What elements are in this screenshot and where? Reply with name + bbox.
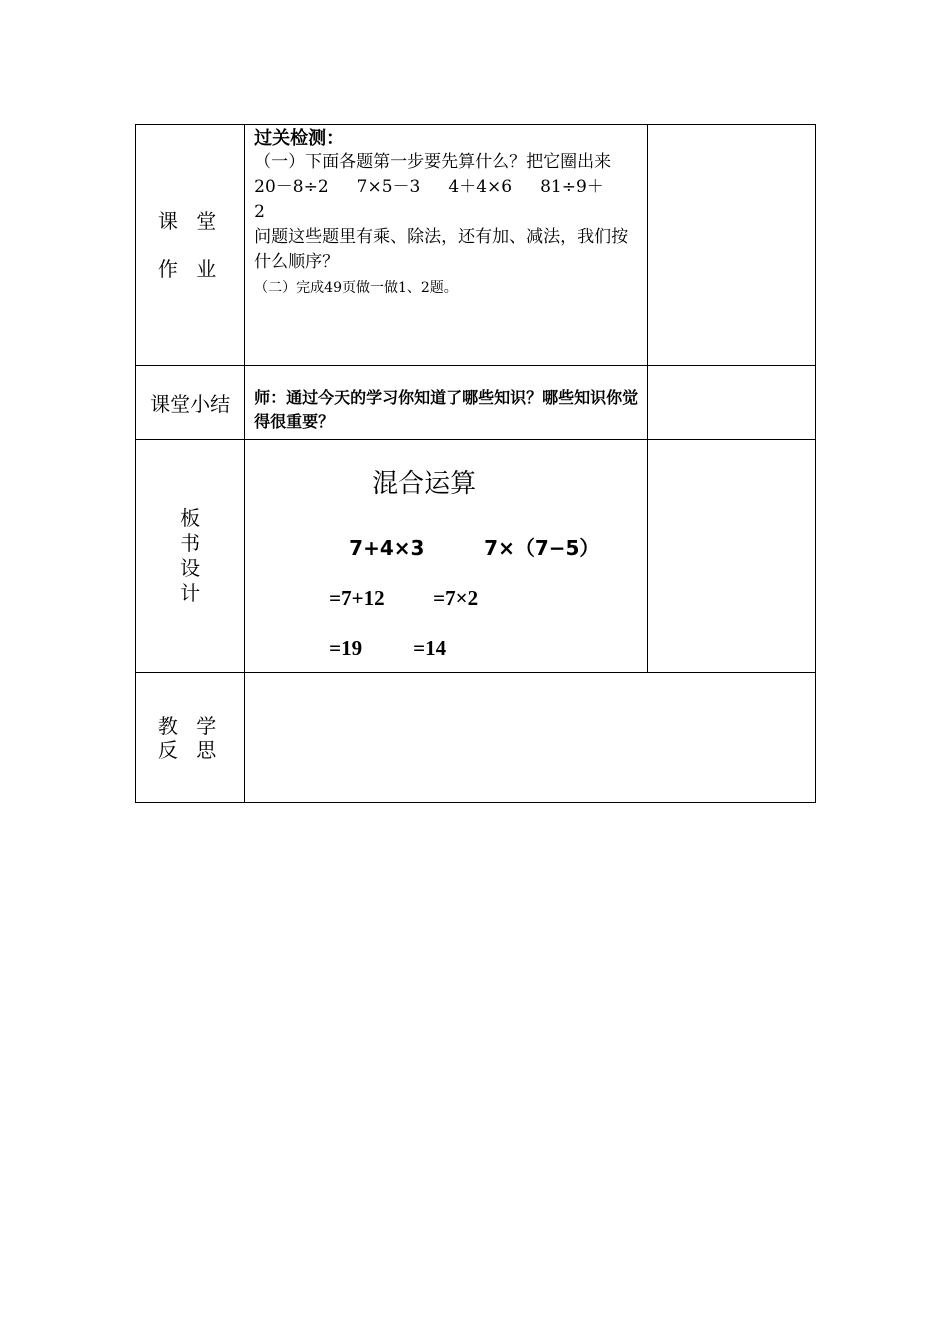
- board-label-cell: [136, 440, 245, 673]
- board-expression-b: 7×（7−5）: [484, 536, 600, 560]
- homework-question-2: （二）完成49页做一做1、2题。: [254, 280, 458, 296]
- homework-label-cell: [136, 125, 245, 366]
- board-note-cell: [647, 440, 815, 673]
- summary-content-cell: [245, 366, 648, 440]
- summary-text: 师：通过今天的学习你知道了哪些知识？哪些知识你觉得很重要？: [254, 388, 639, 431]
- homework-expressions: [254, 175, 639, 225]
- lesson-plan-table: [135, 124, 816, 803]
- reflection-label-line1: 教 学: [157, 713, 223, 738]
- reflection-row: [136, 673, 816, 803]
- homework-label-line2: 作 业: [157, 257, 223, 281]
- board-expression-a: 7+4×3: [349, 536, 425, 560]
- board-label-char: 设: [180, 556, 201, 580]
- homework-heading: 过关检测：: [254, 128, 345, 149]
- reflection-label-line2: 反 思: [157, 737, 223, 762]
- reflection-label-cell: [136, 673, 245, 803]
- board-step-a1: =7+12: [329, 586, 385, 610]
- board-label-char: 书: [180, 531, 201, 555]
- board-row: [136, 440, 816, 673]
- reflection-content-cell: [245, 673, 816, 803]
- expression-item: 4＋4×6: [448, 177, 513, 197]
- homework-question-1: （一）下面各题第一步要先算什么？把它圈出来: [254, 152, 612, 172]
- board-step-b2: =14: [413, 636, 447, 660]
- summary-note-cell: [647, 366, 815, 440]
- summary-row: [136, 366, 816, 440]
- board-content-cell: [245, 440, 648, 673]
- homework-label-line1: 课 堂: [157, 209, 223, 233]
- board-title: 混合运算: [372, 469, 477, 499]
- homework-note-cell: [647, 125, 815, 366]
- homework-order-question: 问题这些题里有乘、除法，还有加、减法，我们按什么顺序？: [254, 227, 629, 272]
- expression-item: 7×5－3: [356, 177, 421, 197]
- board-step-a2: =19: [329, 636, 363, 660]
- board-label-char: 板: [180, 506, 201, 530]
- homework-row: [136, 125, 816, 366]
- board-step-b1: =7×2: [433, 586, 479, 610]
- summary-label-cell: [136, 366, 245, 440]
- summary-label: 课堂小结: [150, 392, 231, 416]
- expression-item: 20－8÷2: [254, 177, 329, 197]
- expression-item: 81÷9＋2: [254, 177, 604, 222]
- homework-content-cell: [245, 125, 648, 366]
- board-label-char: 计: [180, 581, 201, 605]
